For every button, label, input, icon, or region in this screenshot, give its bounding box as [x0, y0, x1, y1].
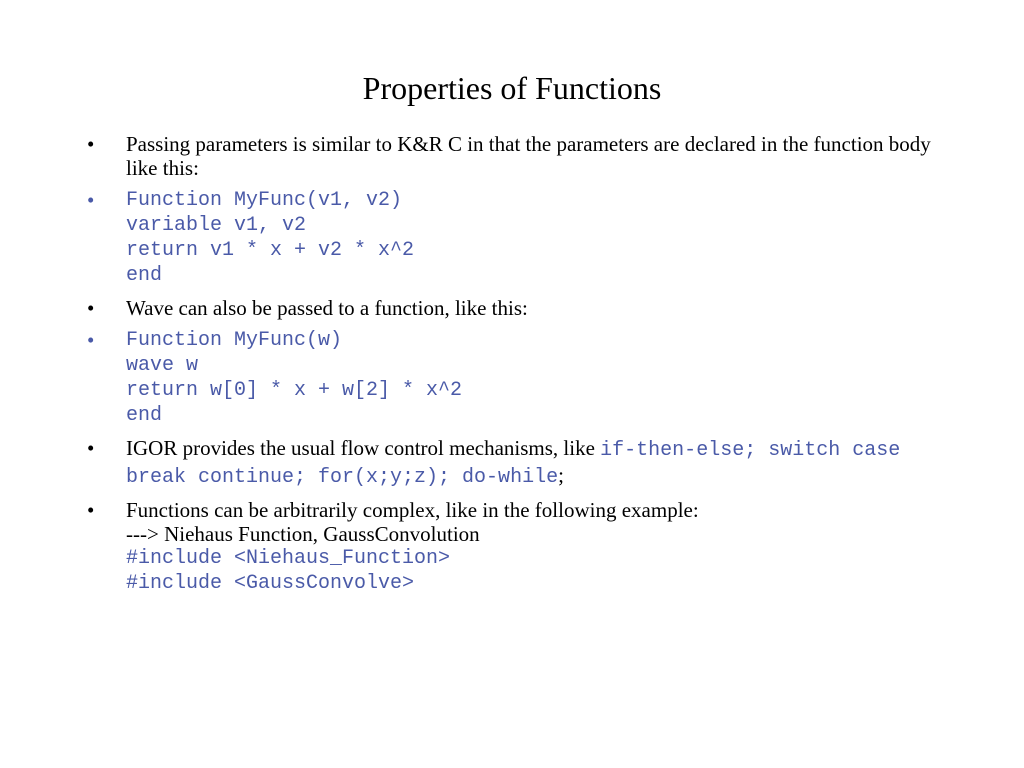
bullet-parameters [87, 132, 947, 180]
code-line: wave w [126, 354, 199, 377]
code-line: #include <GaussConvolve> [126, 572, 415, 595]
bullet-dot: • [87, 498, 95, 522]
code-line: return w[0] * x + w[2] * x^2 [126, 379, 463, 402]
bullet-dot: • [87, 132, 95, 156]
code-line: end [126, 404, 163, 427]
bullet-flow-control [87, 436, 947, 490]
bullet-text: IGOR provides the usual flow control mechanisms, like [126, 436, 601, 460]
bullet-text: Functions can be arbitrarily complex, like in the following example: [126, 498, 699, 522]
code-line: return v1 * x + v2 * x^2 [126, 239, 415, 262]
bullet-list [87, 132, 947, 604]
code-line: end [126, 264, 163, 287]
code-line: variable v1, v2 [126, 214, 307, 237]
bullet-dot: • [87, 296, 95, 320]
slide-title: Properties of Functions [362, 70, 662, 106]
bullet-code-example-1 [87, 188, 947, 288]
bullet-text-example: ---> Niehaus Function, GaussConvolution [126, 522, 480, 546]
bullet-dot: • [87, 328, 95, 352]
bullet-text: Passing parameters is similar to K&R C in that the parameters are declared in the function body like this: [126, 132, 931, 180]
bullet-complex-functions [87, 498, 947, 596]
bullet-text-end: ; [558, 463, 564, 487]
code-line: Function MyFunc(v1, v2) [126, 189, 403, 212]
bullet-dot: • [87, 188, 95, 212]
code-line: Function MyFunc(w) [126, 329, 343, 352]
bullet-dot: • [87, 436, 95, 460]
bullet-wave [87, 296, 947, 320]
code-line: #include <Niehaus_Function> [126, 547, 451, 570]
bullet-code-example-2 [87, 328, 947, 428]
inline-code: if-then-else; switch case break continue; for(x;y;z); do-while [126, 439, 901, 489]
bullet-text: Wave can also be passed to a function, like this: [126, 296, 528, 320]
